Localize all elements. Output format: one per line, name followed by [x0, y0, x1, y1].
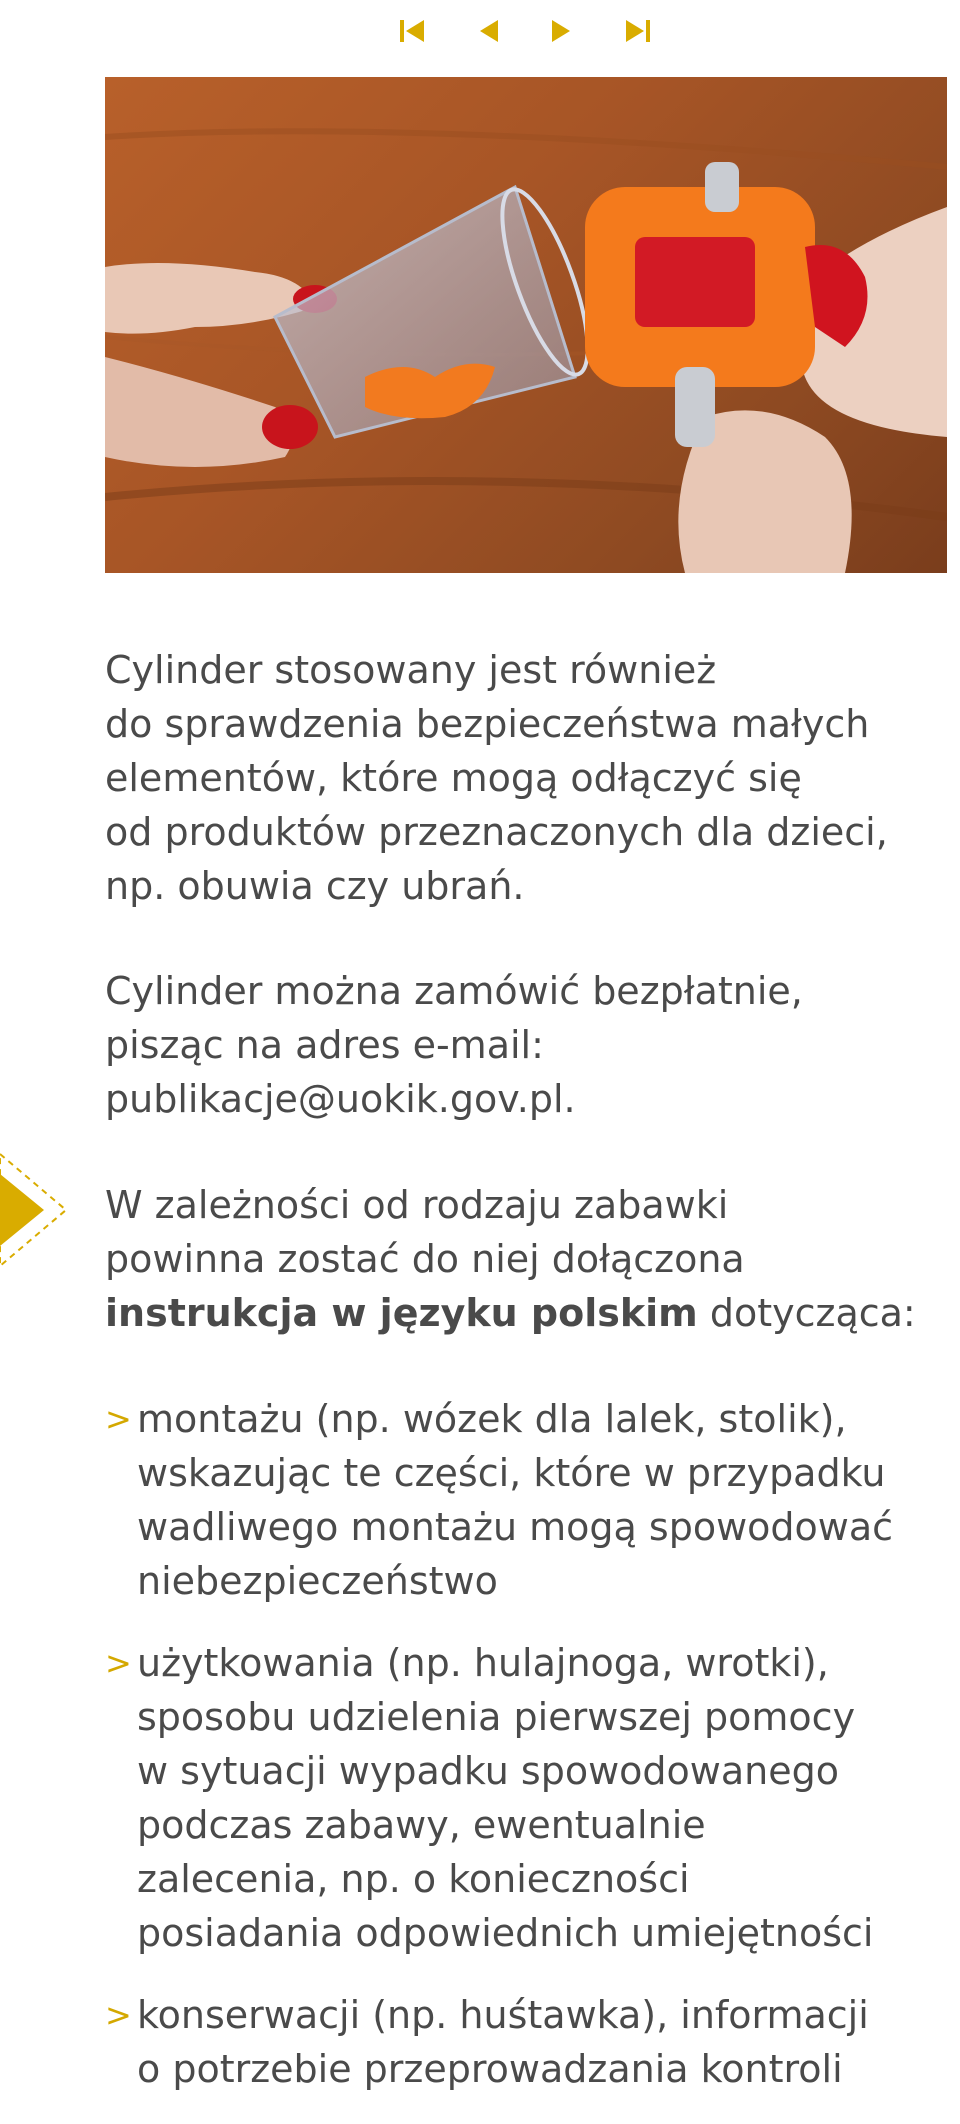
text-line: powinna zostać do niej dołączona [105, 1237, 745, 1281]
text-line: w sytuacji wypadku spowodowanego [137, 1749, 839, 1793]
last-page-icon[interactable] [616, 10, 656, 50]
text-line: wadliwego montażu mogą spowodować [137, 1505, 894, 1549]
text-line: zalecenia, np. o konieczności [137, 1857, 690, 1901]
product-photo [105, 77, 947, 573]
text-line: Cylinder stosowany jest również [105, 648, 717, 692]
paragraph-cylinder-usage [105, 643, 888, 913]
text-line: montażu (np. wózek dla lalek, stolik), [137, 1397, 847, 1441]
bold-phrase: instrukcja w języku polskim [105, 1291, 698, 1335]
paragraph-instructions-intro [105, 1178, 916, 1340]
page-navigation [0, 10, 960, 50]
previous-page-icon[interactable] [468, 10, 508, 50]
list-item [105, 1988, 893, 2096]
text-line: sposobu udzielenia pierwszej pomocy [137, 1695, 856, 1739]
text-line: posiadania odpowiednich umiejętności [137, 1911, 874, 1955]
text-line: do sprawdzenia bezpieczeństwa małych [105, 702, 870, 746]
bullet-icon: > [105, 1644, 132, 1682]
text-line: pisząc na adres e-mail: [105, 1023, 544, 1067]
text-line: od produktów przeznaczonych dla dzieci, [105, 810, 888, 854]
text-line: konserwacji (np. huśtawka), informacji [137, 1993, 869, 2037]
bullet-icon: > [105, 1996, 132, 2034]
text-line: niebezpieczeństwo [137, 1559, 498, 1603]
text-line: elementów, które mogą odłączyć się [105, 756, 802, 800]
next-page-icon[interactable] [542, 10, 582, 50]
text-line: wskazując te części, które w przypadku [137, 1451, 886, 1495]
text-fragment: dotycząca: [697, 1291, 916, 1335]
paragraph-order-info [105, 964, 803, 1126]
list-item [105, 1636, 893, 1960]
section-marker-icon [0, 1140, 80, 1280]
instruction-topics-list [105, 1392, 893, 2124]
email-address: publikacje@uokik.gov.pl. [105, 1077, 576, 1121]
list-item [105, 1392, 893, 1608]
text-line: podczas zabawy, ewentualnie [137, 1803, 706, 1847]
text-line: Cylinder można zamówić bezpłatnie, [105, 969, 803, 1013]
text-line [105, 1286, 916, 1340]
bullet-icon: > [105, 1400, 132, 1438]
text-line: np. obuwia czy ubrań. [105, 864, 525, 908]
text-line: użytkowania (np. hulajnoga, wrotki), [137, 1641, 829, 1685]
text-line: W zależności od rodzaju zabawki [105, 1183, 729, 1227]
first-page-icon[interactable] [394, 10, 434, 50]
text-line: o potrzebie przeprowadzania kontroli [137, 2047, 843, 2091]
